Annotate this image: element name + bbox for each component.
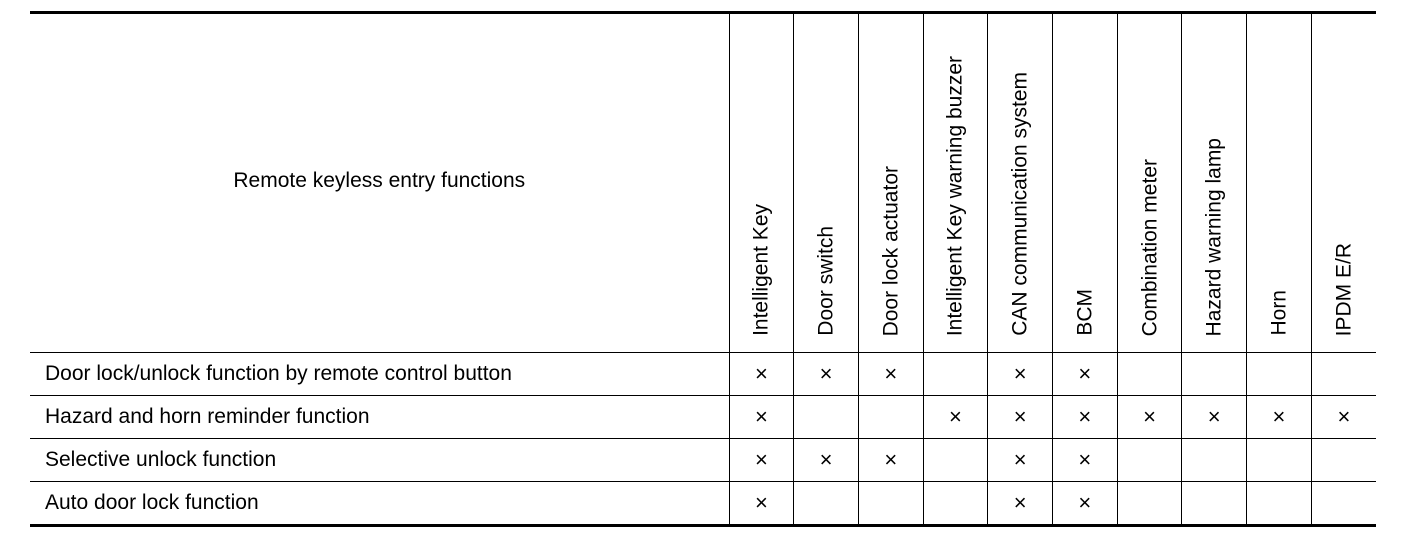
column-header-intelligent-key xyxy=(729,13,794,353)
table-cell xyxy=(923,482,988,526)
column-header-warning-buzzer xyxy=(923,13,988,353)
function-name: Auto door lock function xyxy=(30,482,729,526)
table-cell xyxy=(1117,482,1182,526)
table-cell: × xyxy=(1311,396,1376,439)
table-cell: × xyxy=(729,396,794,439)
table-cell: × xyxy=(1053,482,1118,526)
table-cell xyxy=(1182,439,1247,482)
column-header-combination-meter xyxy=(1117,13,1182,353)
table-cell: × xyxy=(988,396,1053,439)
table-cell xyxy=(1311,439,1376,482)
column-header-label: IPDM E/R xyxy=(1332,242,1356,336)
column-header-door-switch xyxy=(794,13,859,353)
column-header-label: BCM xyxy=(1073,289,1097,336)
table-cell: × xyxy=(988,353,1053,396)
column-header-hazard-warning-lamp xyxy=(1182,13,1247,353)
column-header-label: Intelligent Key warning buzzer xyxy=(943,55,967,336)
column-header-label: Combination meter xyxy=(1138,158,1162,336)
remote-keyless-entry-table xyxy=(30,11,1376,527)
table-cell xyxy=(1311,353,1376,396)
table-cell: × xyxy=(1053,396,1118,439)
function-name: Selective unlock function xyxy=(30,439,729,482)
table-row xyxy=(30,396,1376,439)
table-cell: × xyxy=(1247,396,1312,439)
header-row xyxy=(30,13,1376,353)
column-header-label: Hazard warning lamp xyxy=(1202,137,1226,336)
column-header-horn xyxy=(1247,13,1312,353)
column-header-door-lock-actuator xyxy=(858,13,923,353)
table-cell: × xyxy=(988,482,1053,526)
table-cell xyxy=(1117,353,1182,396)
table-cell: × xyxy=(1053,439,1118,482)
column-header-label: CAN communication system xyxy=(1008,72,1032,336)
column-header-label: Intelligent Key xyxy=(749,204,773,336)
table-cell xyxy=(858,482,923,526)
table-cell xyxy=(794,482,859,526)
table-cell xyxy=(1311,482,1376,526)
column-header-can-system xyxy=(988,13,1053,353)
table-row xyxy=(30,353,1376,396)
table-cell: × xyxy=(1182,396,1247,439)
column-header-bcm xyxy=(1053,13,1118,353)
table-cell xyxy=(1247,353,1312,396)
column-header-label: Horn xyxy=(1267,290,1291,336)
table-cell xyxy=(1182,353,1247,396)
functions-column-header xyxy=(30,13,729,353)
table-cell xyxy=(1247,482,1312,526)
table-cell: × xyxy=(729,353,794,396)
table-cell: × xyxy=(729,439,794,482)
table-cell xyxy=(1247,439,1312,482)
table-cell xyxy=(923,353,988,396)
table-cell: × xyxy=(729,482,794,526)
table-cell xyxy=(858,396,923,439)
table-cell: × xyxy=(794,353,859,396)
table-cell: × xyxy=(858,353,923,396)
table-cell: × xyxy=(923,396,988,439)
table-row xyxy=(30,439,1376,482)
function-name: Door lock/unlock function by remote control button xyxy=(30,353,729,396)
table-cell: × xyxy=(988,439,1053,482)
column-header-ipdm-er xyxy=(1311,13,1376,353)
table-cell xyxy=(794,396,859,439)
table-cell xyxy=(923,439,988,482)
function-name: Hazard and horn reminder function xyxy=(30,396,729,439)
functions-header-label: Remote keyless entry functions xyxy=(233,169,526,192)
table-cell: × xyxy=(1053,353,1118,396)
column-header-label: Door switch xyxy=(814,226,838,336)
table-cell: × xyxy=(1117,396,1182,439)
table-cell xyxy=(1182,482,1247,526)
table-row xyxy=(30,482,1376,526)
table-cell: × xyxy=(858,439,923,482)
table-cell: × xyxy=(794,439,859,482)
table-cell xyxy=(1117,439,1182,482)
column-header-label: Door lock actuator xyxy=(879,165,903,336)
